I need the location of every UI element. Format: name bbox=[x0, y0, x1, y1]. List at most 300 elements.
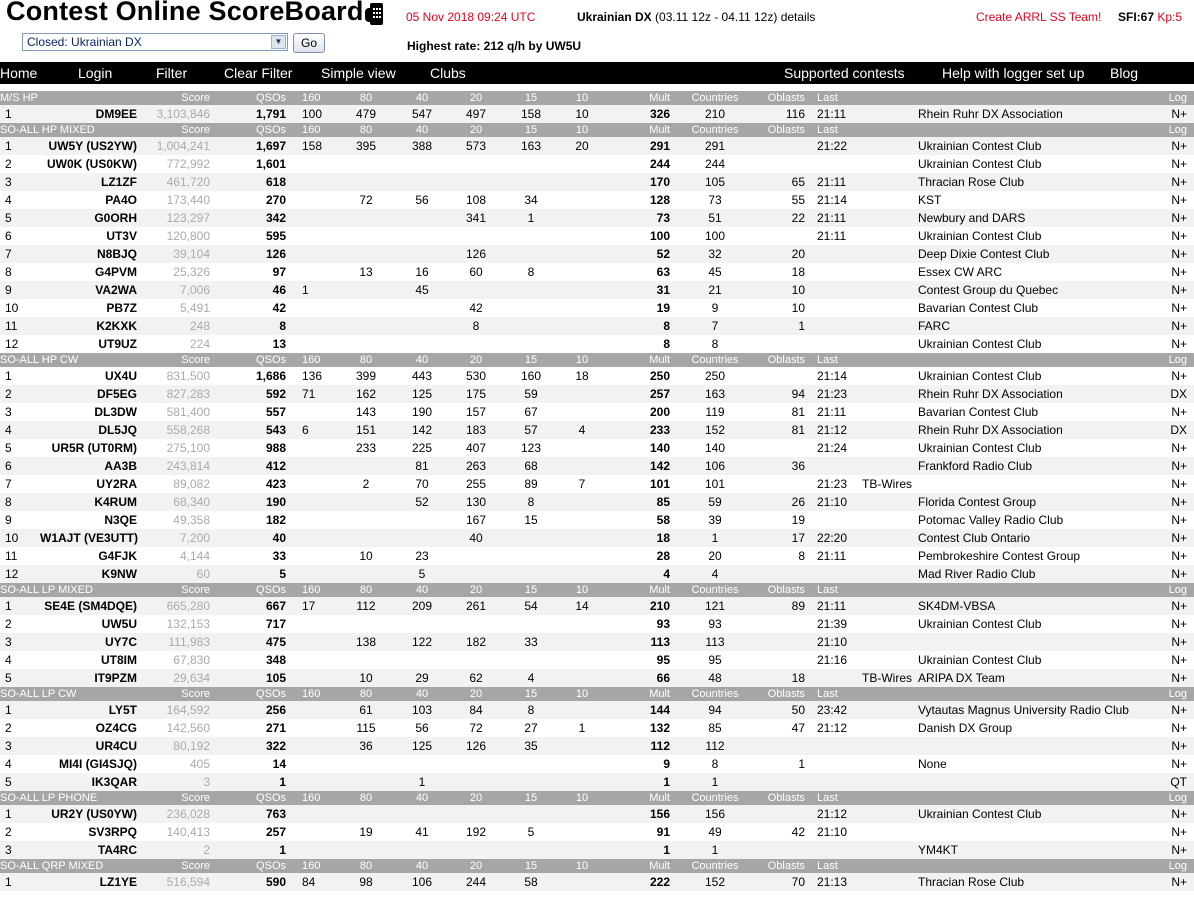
log-cell[interactable]: N+ bbox=[1160, 209, 1194, 227]
site-title[interactable]: Contest Online ScoreBoard bbox=[6, 0, 364, 26]
column-header-band-20[interactable]: 20 bbox=[448, 91, 504, 105]
callsign-cell[interactable]: DL5JQ bbox=[40, 421, 140, 439]
band-80-cell: 115 bbox=[356, 721, 376, 735]
club-cell[interactable]: ARIPA DX Team bbox=[915, 669, 1160, 687]
score-cell: 224 bbox=[189, 337, 210, 351]
column-header-band-80[interactable]: 80 bbox=[336, 859, 396, 873]
log-cell[interactable]: N+ bbox=[1171, 617, 1187, 631]
column-header-band-160[interactable]: 160 bbox=[286, 91, 336, 105]
callsign-cell[interactable]: K2KXK bbox=[40, 317, 140, 335]
callsign-cell[interactable]: LY5T bbox=[40, 701, 140, 719]
nav-supported-contests[interactable]: Supported contests bbox=[784, 65, 905, 81]
band-20-cell bbox=[448, 841, 504, 859]
team-cell bbox=[858, 547, 915, 565]
column-header-last[interactable]: Last bbox=[805, 91, 858, 105]
oblasts-cell: 1 bbox=[760, 317, 805, 335]
column-header-club bbox=[915, 859, 1160, 873]
band-80-cell bbox=[336, 755, 396, 773]
club-cell[interactable]: Ukrainian Contest Club bbox=[918, 617, 1042, 631]
club-cell[interactable]: Ukrainian Contest Club bbox=[915, 805, 1160, 823]
band-20-cell: 192 bbox=[465, 825, 487, 839]
log-cell[interactable]: N+ bbox=[1171, 825, 1187, 839]
log-cell[interactable]: N+ bbox=[1160, 173, 1194, 191]
club-cell[interactable]: Rhein Ruhr DX Association bbox=[915, 421, 1160, 439]
column-header-band-40[interactable]: 40 bbox=[396, 123, 448, 137]
column-header-qsos[interactable]: QSOs bbox=[210, 687, 286, 701]
log-cell[interactable]: N+ bbox=[1171, 265, 1187, 279]
score-cell: 140,413 bbox=[166, 825, 210, 839]
last-cell bbox=[805, 841, 858, 859]
club-cell[interactable]: Ukrainian Contest Club bbox=[915, 137, 1160, 155]
qsos-cell: 182 bbox=[265, 513, 286, 527]
band-40-cell bbox=[396, 511, 448, 529]
column-header-score[interactable]: Score bbox=[140, 791, 210, 805]
mobile-phone-icon[interactable] bbox=[365, 3, 385, 25]
club-cell[interactable]: Ukrainian Contest Club bbox=[918, 441, 1042, 455]
table-row bbox=[0, 755, 1194, 773]
column-header-band-20[interactable]: 20 bbox=[448, 687, 504, 701]
last-cell: 21:11 bbox=[805, 105, 858, 123]
column-header-qsos[interactable]: QSOs bbox=[210, 791, 286, 805]
column-header-band-80[interactable]: 80 bbox=[336, 91, 396, 105]
club-cell[interactable]: Pembrokeshire Contest Group bbox=[918, 549, 1081, 563]
oblasts-cell bbox=[760, 155, 805, 173]
club-cell[interactable]: SK4DM-VBSA bbox=[915, 597, 1160, 615]
column-header-mult[interactable]: Mult bbox=[606, 123, 670, 137]
rank-cell: 4 bbox=[5, 193, 12, 207]
column-header-band-10[interactable]: 10 bbox=[558, 687, 606, 701]
log-cell[interactable]: N+ bbox=[1160, 565, 1194, 583]
band-160-cell bbox=[286, 317, 336, 335]
band-160-cell bbox=[286, 841, 336, 859]
callsign-cell[interactable]: AA3B bbox=[40, 457, 140, 475]
nav-login[interactable]: Login bbox=[78, 65, 113, 81]
log-cell[interactable]: N+ bbox=[1171, 157, 1187, 171]
nav-filter[interactable]: Filter bbox=[156, 65, 188, 81]
column-header-score[interactable]: Score bbox=[140, 91, 210, 105]
callsign-cell[interactable]: G0ORH bbox=[40, 209, 140, 227]
log-cell[interactable]: N+ bbox=[1171, 477, 1187, 491]
callsign-cell[interactable]: G4PVM bbox=[94, 265, 137, 279]
countries-cell: 39 bbox=[708, 513, 722, 527]
nav-home[interactable]: Home bbox=[0, 65, 38, 81]
band-80-cell: 61 bbox=[336, 701, 396, 719]
oblasts-cell: 94 bbox=[760, 385, 805, 403]
column-header-last[interactable]: Last bbox=[805, 687, 858, 701]
section-title: SO-ALL HP CW bbox=[0, 353, 140, 367]
column-header-band-20[interactable]: 20 bbox=[448, 791, 504, 805]
countries-cell: 152 bbox=[670, 421, 760, 439]
callsign-cell[interactable]: UW5U bbox=[101, 617, 137, 631]
column-header-countries[interactable]: Countries bbox=[670, 353, 760, 367]
team-cell bbox=[858, 403, 915, 421]
callsign-cell[interactable]: TA4RC bbox=[40, 841, 140, 859]
nav-clubs[interactable]: Clubs bbox=[430, 65, 466, 81]
team-cell bbox=[858, 317, 915, 335]
callsign-cell[interactable]: UY2RA bbox=[96, 477, 137, 491]
column-header-band-10[interactable]: 10 bbox=[558, 123, 606, 137]
callsign-cell[interactable]: UR4CU bbox=[40, 737, 140, 755]
callsign-cell[interactable]: PA4O bbox=[105, 193, 137, 207]
log-cell[interactable]: N+ bbox=[1171, 301, 1187, 315]
column-header-band-80[interactable]: 80 bbox=[336, 123, 396, 137]
log-cell[interactable]: N+ bbox=[1160, 737, 1194, 755]
column-header-log[interactable]: Log bbox=[1160, 791, 1194, 805]
column-header-qsos[interactable]: QSOs bbox=[210, 353, 286, 367]
club-cell[interactable]: Deep Dixie Contest Club bbox=[915, 245, 1160, 263]
last-cell bbox=[805, 669, 858, 687]
club-cell[interactable]: Ukrainian Contest Club bbox=[918, 337, 1042, 351]
log-cell[interactable]: N+ bbox=[1160, 873, 1194, 891]
club-cell[interactable]: Thracian Rose Club bbox=[915, 173, 1160, 191]
column-header-oblasts[interactable]: Oblasts bbox=[760, 91, 805, 105]
column-header-log[interactable]: Log bbox=[1160, 583, 1194, 597]
column-header-band-15[interactable]: 15 bbox=[504, 91, 558, 105]
log-cell[interactable]: N+ bbox=[1171, 369, 1187, 383]
column-header-last[interactable]: Last bbox=[805, 859, 858, 873]
band-40-cell: 106 bbox=[396, 873, 448, 891]
callsign-cell[interactable]: LZ1YE bbox=[40, 873, 140, 891]
create-arrl-team-link[interactable]: Create ARRL SS Team! bbox=[976, 10, 1102, 24]
column-header-band-15[interactable]: 15 bbox=[504, 859, 558, 873]
qsos-cell: 342 bbox=[210, 209, 286, 227]
column-header-band-40[interactable]: 40 bbox=[396, 91, 448, 105]
column-header-last[interactable]: Last bbox=[805, 353, 858, 367]
column-header-team bbox=[858, 791, 915, 805]
callsign-cell[interactable]: UW5Y (US2YW) bbox=[40, 137, 140, 155]
callsign-cell[interactable]: W1AJT (VE3UTT) bbox=[40, 531, 139, 545]
column-header-band-15[interactable]: 15 bbox=[504, 687, 558, 701]
band-80-cell bbox=[336, 173, 396, 191]
callsign-cell[interactable]: VA2WA bbox=[40, 281, 140, 299]
band-15-cell: 34 bbox=[524, 193, 538, 207]
last-cell: 21:11 bbox=[805, 209, 858, 227]
club-cell[interactable] bbox=[915, 823, 1160, 841]
callsign-cell[interactable]: UR5R (UT0RM) bbox=[51, 441, 137, 455]
log-cell[interactable]: QT bbox=[1160, 773, 1194, 791]
scoreboard-table bbox=[0, 91, 1194, 891]
band-10-cell bbox=[558, 263, 606, 281]
callsign-cell[interactable]: DL3DW bbox=[94, 405, 137, 419]
band-80-cell bbox=[336, 209, 396, 227]
column-header-countries[interactable]: Countries bbox=[670, 123, 760, 137]
column-header-score[interactable]: Score bbox=[140, 859, 210, 873]
club-cell[interactable] bbox=[915, 475, 1160, 493]
column-header-qsos[interactable]: QSOs bbox=[210, 859, 286, 873]
countries-cell: 121 bbox=[670, 597, 760, 615]
club-cell[interactable]: Rhein Ruhr DX Association bbox=[915, 105, 1160, 123]
log-cell[interactable]: N+ bbox=[1160, 137, 1194, 155]
countries-cell: 49 bbox=[708, 825, 722, 839]
column-header-band-15[interactable]: 15 bbox=[504, 791, 558, 805]
log-cell[interactable]: N+ bbox=[1171, 229, 1187, 243]
column-header-qsos[interactable]: QSOs bbox=[210, 91, 286, 105]
club-cell[interactable] bbox=[915, 773, 1160, 791]
column-header-band-80[interactable]: 80 bbox=[336, 583, 396, 597]
column-header-band-10[interactable]: 10 bbox=[558, 859, 606, 873]
club-cell[interactable]: Danish DX Group bbox=[918, 721, 1013, 735]
column-header-oblasts[interactable]: Oblasts bbox=[760, 583, 805, 597]
log-cell[interactable]: N+ bbox=[1171, 757, 1187, 771]
band-40-cell: 443 bbox=[411, 369, 433, 383]
column-header-band-160[interactable]: 160 bbox=[286, 583, 336, 597]
column-header-band-15[interactable]: 15 bbox=[504, 583, 558, 597]
rank-cell: 2 bbox=[5, 617, 12, 631]
club-cell[interactable]: Essex CW ARC bbox=[918, 265, 1003, 279]
section-title: SO-ALL LP PHONE bbox=[0, 791, 140, 805]
column-header-oblasts[interactable]: Oblasts bbox=[760, 123, 805, 137]
log-cell[interactable]: N+ bbox=[1171, 721, 1187, 735]
oblasts-cell bbox=[760, 651, 805, 669]
club-cell[interactable]: Bavarian Contest Club bbox=[918, 301, 1039, 315]
callsign-cell[interactable]: PB7Z bbox=[106, 301, 137, 315]
column-header-band-160[interactable]: 160 bbox=[286, 859, 336, 873]
log-cell[interactable]: DX bbox=[1160, 421, 1194, 439]
column-header-log[interactable]: Log bbox=[1160, 687, 1194, 701]
column-header-band-10[interactable]: 10 bbox=[558, 583, 606, 597]
column-header-band-10[interactable]: 10 bbox=[558, 353, 606, 367]
column-header-countries[interactable]: Countries bbox=[670, 583, 760, 597]
callsign-cell[interactable]: UY7C bbox=[40, 633, 140, 651]
callsign-cell[interactable]: UW0K (US0KW) bbox=[47, 157, 137, 171]
log-cell[interactable]: N+ bbox=[1160, 633, 1194, 651]
column-header-mult[interactable]: Mult bbox=[606, 687, 670, 701]
club-cell[interactable]: Contest Club Ontario bbox=[915, 529, 1160, 547]
column-header-band-40[interactable]: 40 bbox=[396, 583, 448, 597]
column-header-club bbox=[915, 91, 1160, 105]
column-header-mult[interactable]: Mult bbox=[606, 353, 670, 367]
column-header-last[interactable]: Last bbox=[805, 123, 858, 137]
column-header-score[interactable]: Score bbox=[140, 353, 210, 367]
countries-cell: 152 bbox=[670, 873, 760, 891]
log-cell[interactable]: N+ bbox=[1160, 105, 1194, 123]
column-header-countries[interactable]: Countries bbox=[670, 687, 760, 701]
table-row bbox=[0, 367, 1194, 385]
log-cell[interactable]: N+ bbox=[1171, 441, 1187, 455]
mult-cell: 101 bbox=[649, 477, 670, 491]
club-cell[interactable]: Rhein Ruhr DX Association bbox=[915, 385, 1160, 403]
log-cell[interactable]: N+ bbox=[1160, 457, 1194, 475]
band-20-cell: 573 bbox=[448, 137, 504, 155]
club-cell[interactable]: Potomac Valley Radio Club bbox=[918, 513, 1064, 527]
column-header-log[interactable]: Log bbox=[1160, 353, 1194, 367]
log-cell[interactable]: N+ bbox=[1160, 597, 1194, 615]
log-cell[interactable]: N+ bbox=[1160, 245, 1194, 263]
column-header-band-160[interactable]: 160 bbox=[286, 123, 336, 137]
club-cell[interactable]: Ukrainian Contest Club bbox=[918, 229, 1042, 243]
countries-cell: 210 bbox=[670, 105, 760, 123]
log-cell[interactable]: N+ bbox=[1160, 669, 1194, 687]
column-header-band-10[interactable]: 10 bbox=[558, 791, 606, 805]
score-cell: 67,830 bbox=[173, 653, 210, 667]
column-header-oblasts[interactable]: Oblasts bbox=[760, 859, 805, 873]
callsign-cell[interactable]: IT9PZM bbox=[40, 669, 140, 687]
callsign-cell[interactable]: SE4E (SM4DQE) bbox=[40, 597, 140, 615]
column-header-qsos[interactable]: QSOs bbox=[210, 123, 286, 137]
column-header-band-20[interactable]: 20 bbox=[448, 353, 504, 367]
log-cell[interactable]: N+ bbox=[1171, 193, 1187, 207]
column-header-score[interactable]: Score bbox=[140, 583, 210, 597]
callsign-cell[interactable]: OZ4CG bbox=[95, 721, 137, 735]
column-header-mult[interactable]: Mult bbox=[606, 583, 670, 597]
band-10-cell bbox=[558, 651, 606, 669]
column-header-band-40[interactable]: 40 bbox=[396, 859, 448, 873]
band-10-cell bbox=[558, 755, 606, 773]
band-10-cell bbox=[558, 701, 606, 719]
nav-blog[interactable]: Blog bbox=[1110, 65, 1139, 81]
callsign-cell[interactable]: DM9EE bbox=[40, 105, 140, 123]
log-cell[interactable]: N+ bbox=[1160, 281, 1194, 299]
contest-select-value: Closed: Ukrainian DX bbox=[27, 35, 142, 49]
band-10-cell bbox=[558, 873, 606, 891]
callsign-cell[interactable]: G4FJK bbox=[98, 549, 137, 563]
club-cell[interactable]: Bavarian Contest Club bbox=[918, 405, 1039, 419]
mult-cell: 210 bbox=[606, 597, 670, 615]
club-cell[interactable]: Newbury and DARS bbox=[915, 209, 1160, 227]
log-cell[interactable]: N+ bbox=[1160, 701, 1194, 719]
club-cell[interactable]: Contest Group du Quebec bbox=[915, 281, 1160, 299]
callsign-cell[interactable]: LZ1ZF bbox=[40, 173, 140, 191]
column-header-band-15[interactable]: 15 bbox=[504, 123, 558, 137]
column-header-band-10[interactable]: 10 bbox=[558, 91, 606, 105]
log-cell[interactable]: N+ bbox=[1160, 529, 1194, 547]
column-header-last[interactable]: Last bbox=[805, 583, 858, 597]
details-link[interactable]: details bbox=[780, 10, 816, 24]
column-header-oblasts[interactable]: Oblasts bbox=[760, 687, 805, 701]
column-header-oblasts[interactable]: Oblasts bbox=[760, 791, 805, 805]
column-header-countries[interactable]: Countries bbox=[670, 91, 760, 105]
column-header-countries[interactable]: Countries bbox=[670, 791, 760, 805]
column-header-band-160[interactable]: 160 bbox=[286, 687, 336, 701]
callsign-cell[interactable]: SV3RPQ bbox=[88, 825, 137, 839]
nav-logger-help[interactable]: Help with logger set up bbox=[942, 65, 1085, 81]
countries-cell: 4 bbox=[670, 565, 760, 583]
oblasts-cell bbox=[760, 805, 805, 823]
column-header-mult[interactable]: Mult bbox=[606, 791, 670, 805]
club-cell[interactable]: Ukrainian Contest Club bbox=[918, 157, 1042, 171]
club-cell[interactable]: None bbox=[918, 757, 947, 771]
nav-clear-filter[interactable]: Clear Filter bbox=[224, 65, 293, 81]
club-cell[interactable]: KST bbox=[918, 193, 942, 207]
column-header-log[interactable]: Log bbox=[1160, 91, 1194, 105]
go-button[interactable]: Go bbox=[293, 33, 325, 53]
oblasts-cell: 81 bbox=[791, 405, 805, 419]
section-header bbox=[0, 687, 1194, 701]
band-160-cell bbox=[286, 633, 336, 651]
band-15-cell: 158 bbox=[504, 105, 558, 123]
rank-cell: 2 bbox=[5, 157, 12, 171]
team-cell bbox=[858, 633, 915, 651]
log-cell[interactable]: N+ bbox=[1160, 317, 1194, 335]
team-cell bbox=[858, 367, 915, 385]
last-cell: 21:39 bbox=[817, 617, 848, 631]
log-cell[interactable]: N+ bbox=[1160, 805, 1194, 823]
callsign-cell[interactable]: UX4U bbox=[104, 369, 137, 383]
column-header-log[interactable]: Log bbox=[1160, 123, 1194, 137]
log-cell[interactable]: N+ bbox=[1171, 549, 1187, 563]
column-header-mult[interactable]: Mult bbox=[606, 91, 670, 105]
log-cell[interactable]: N+ bbox=[1171, 513, 1187, 527]
club-cell[interactable]: Thracian Rose Club bbox=[915, 873, 1160, 891]
band-20-cell bbox=[448, 281, 504, 299]
column-header-band-80[interactable]: 80 bbox=[336, 353, 396, 367]
band-80-cell: 10 bbox=[359, 549, 373, 563]
band-40-cell: 125 bbox=[396, 737, 448, 755]
callsign-cell[interactable]: DF5EG bbox=[40, 385, 140, 403]
rank-cell: 2 bbox=[5, 825, 12, 839]
column-header-last[interactable]: Last bbox=[805, 791, 858, 805]
band-160-cell bbox=[286, 669, 336, 687]
band-80-cell bbox=[336, 457, 396, 475]
chevron-down-icon[interactable]: ▼ bbox=[271, 35, 286, 49]
column-header-countries[interactable]: Countries bbox=[670, 859, 760, 873]
column-header-band-15[interactable]: 15 bbox=[504, 353, 558, 367]
club-cell[interactable]: Mad River Radio Club bbox=[915, 565, 1160, 583]
column-header-band-20[interactable]: 20 bbox=[448, 859, 504, 873]
band-80-cell: 233 bbox=[355, 441, 377, 455]
column-header-band-160[interactable]: 160 bbox=[286, 353, 336, 367]
column-header-band-40[interactable]: 40 bbox=[396, 353, 448, 367]
callsign-cell[interactable]: UR2Y (US0YW) bbox=[40, 805, 140, 823]
log-cell[interactable]: N+ bbox=[1171, 653, 1187, 667]
column-header-score[interactable]: Score bbox=[140, 687, 210, 701]
band-80-cell bbox=[336, 299, 396, 317]
club-cell[interactable]: YM4KT bbox=[915, 841, 1160, 859]
callsign-cell[interactable]: UT9UZ bbox=[98, 337, 137, 351]
column-header-log[interactable]: Log bbox=[1160, 859, 1194, 873]
nav-simple-view[interactable]: Simple view bbox=[321, 65, 396, 81]
club-cell[interactable]: Vytautas Magnus University Radio Club bbox=[915, 701, 1160, 719]
column-header-qsos[interactable]: QSOs bbox=[210, 583, 286, 597]
column-header-band-80[interactable]: 80 bbox=[336, 687, 396, 701]
club-cell[interactable]: Frankford Radio Club bbox=[915, 457, 1160, 475]
callsign-cell[interactable]: MI4I (GI4SJQ) bbox=[58, 757, 137, 771]
callsign-cell[interactable]: N3QE bbox=[104, 513, 137, 527]
club-cell[interactable]: Ukrainian Contest Club bbox=[918, 369, 1042, 383]
team-cell bbox=[858, 773, 915, 791]
callsign-cell[interactable]: K4RUM bbox=[40, 493, 140, 511]
column-header-band-20[interactable]: 20 bbox=[448, 123, 504, 137]
log-cell[interactable]: N+ bbox=[1160, 493, 1194, 511]
column-header-band-40[interactable]: 40 bbox=[396, 687, 448, 701]
column-header-oblasts[interactable]: Oblasts bbox=[760, 353, 805, 367]
band-80-cell: 138 bbox=[336, 633, 396, 651]
club-cell[interactable]: Florida Contest Group bbox=[915, 493, 1160, 511]
log-cell[interactable]: DX bbox=[1160, 385, 1194, 403]
column-header-score[interactable]: Score bbox=[140, 123, 210, 137]
club-cell[interactable]: Ukrainian Contest Club bbox=[918, 653, 1042, 667]
callsign-cell[interactable]: UT3V bbox=[106, 229, 137, 243]
club-cell[interactable] bbox=[915, 737, 1160, 755]
log-cell[interactable]: N+ bbox=[1171, 337, 1187, 351]
log-cell[interactable]: N+ bbox=[1171, 405, 1187, 419]
column-header-band-80[interactable]: 80 bbox=[336, 791, 396, 805]
table-row bbox=[0, 155, 1194, 173]
callsign-cell[interactable]: K9NW bbox=[40, 565, 140, 583]
callsign-cell[interactable]: IK3QAR bbox=[40, 773, 140, 791]
band-20-cell: 244 bbox=[448, 873, 504, 891]
column-header-band-40[interactable]: 40 bbox=[396, 791, 448, 805]
column-header-band-20[interactable]: 20 bbox=[448, 583, 504, 597]
column-header-mult[interactable]: Mult bbox=[606, 859, 670, 873]
club-cell[interactable]: FARC bbox=[915, 317, 1160, 335]
column-header-band-160[interactable]: 160 bbox=[286, 791, 336, 805]
club-cell[interactable] bbox=[915, 633, 1160, 651]
log-cell[interactable]: N+ bbox=[1160, 841, 1194, 859]
callsign-cell[interactable]: UT8IM bbox=[101, 653, 137, 667]
contest-select[interactable] bbox=[22, 33, 288, 51]
callsign-cell[interactable]: N8BJQ bbox=[40, 245, 140, 263]
